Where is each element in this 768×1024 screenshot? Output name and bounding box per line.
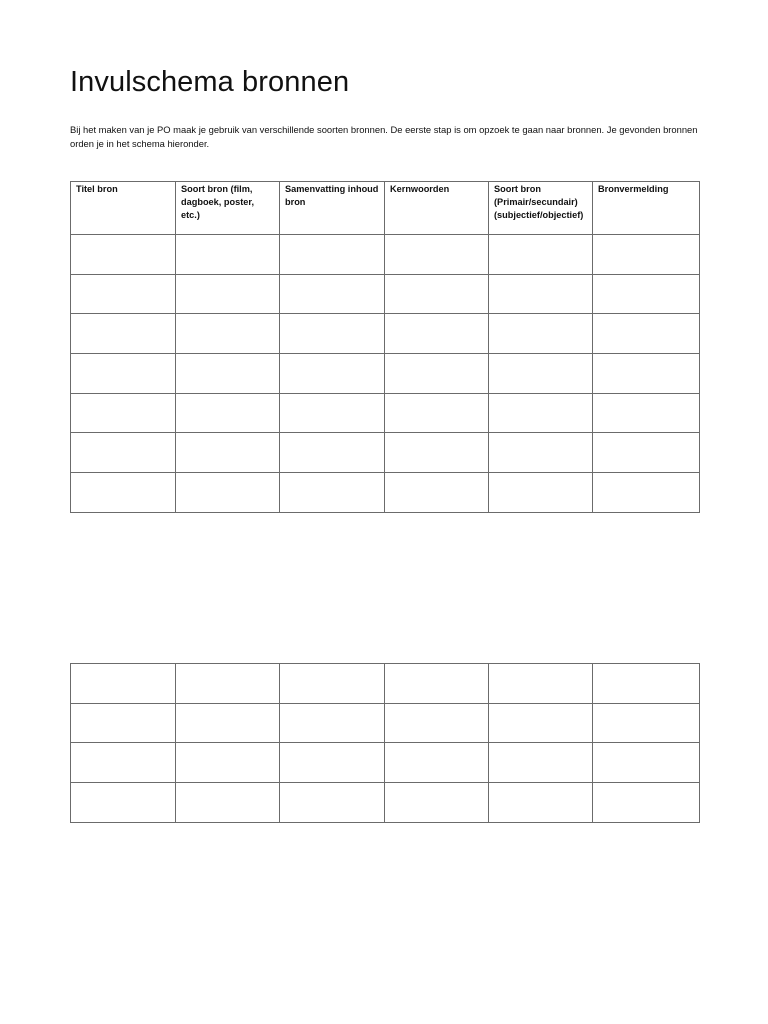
table-cell[interactable] — [385, 664, 489, 704]
table-cell[interactable] — [71, 743, 176, 783]
table-cell[interactable] — [176, 354, 280, 394]
table-row — [71, 743, 700, 783]
table-cell[interactable] — [489, 743, 593, 783]
table-row — [71, 314, 700, 354]
table-cell[interactable] — [176, 473, 280, 513]
table-cell[interactable] — [385, 274, 489, 314]
table-cell[interactable] — [280, 433, 385, 473]
table-cell[interactable] — [489, 274, 593, 314]
table-cell[interactable] — [385, 473, 489, 513]
table-cell[interactable] — [71, 314, 176, 354]
column-header-bronvermelding: Bronvermelding — [593, 182, 700, 235]
table-cell[interactable] — [280, 354, 385, 394]
table-cell[interactable] — [385, 703, 489, 743]
page-title: Invulschema bronnen — [70, 66, 350, 98]
table-cell[interactable] — [593, 703, 700, 743]
column-header-kernwoorden: Kernwoorden — [385, 182, 489, 235]
table-cell[interactable] — [280, 314, 385, 354]
table-cell[interactable] — [593, 743, 700, 783]
table-cell[interactable] — [176, 314, 280, 354]
table-cell[interactable] — [489, 433, 593, 473]
table-cell[interactable] — [593, 473, 700, 513]
table-cell[interactable] — [489, 235, 593, 275]
table-row — [71, 664, 700, 704]
table-row — [71, 473, 700, 513]
table-row — [71, 235, 700, 275]
table-cell[interactable] — [489, 703, 593, 743]
column-header-samenvatting: Samenvatting inhoud bron — [280, 182, 385, 235]
table-cell[interactable] — [593, 235, 700, 275]
column-header-titel-bron: Titel bron — [71, 182, 176, 235]
table-cell[interactable] — [280, 274, 385, 314]
table-cell[interactable] — [176, 393, 280, 433]
column-header-soort-bron-type: Soort bron (Primair/secundair) (subjectief/objectief) — [489, 182, 593, 235]
table-cell[interactable] — [280, 783, 385, 823]
table-cell[interactable] — [593, 354, 700, 394]
table-cell[interactable] — [489, 783, 593, 823]
table-cell[interactable] — [71, 274, 176, 314]
table-cell[interactable] — [593, 314, 700, 354]
table-row — [71, 703, 700, 743]
table-row — [71, 783, 700, 823]
table-cell[interactable] — [71, 703, 176, 743]
column-header-soort-bron: Soort bron (film, dagboek, poster, etc.) — [176, 182, 280, 235]
table-cell[interactable] — [280, 393, 385, 433]
intro-paragraph: Bij het maken van je PO maak je gebruik van verschillende soorten bronnen. De eerste stap is om opzoek te gaan naar bronnen. Je gevonden bronnen orden je in het schema hieronder. — [70, 124, 698, 149]
table-cell[interactable] — [489, 393, 593, 433]
table-cell[interactable] — [71, 783, 176, 823]
table-cell[interactable] — [385, 393, 489, 433]
table-cell[interactable] — [593, 393, 700, 433]
table-cell[interactable] — [71, 235, 176, 275]
sources-table-continued — [70, 663, 700, 823]
table-cell[interactable] — [489, 473, 593, 513]
table-cell[interactable] — [489, 664, 593, 704]
table-cell[interactable] — [280, 743, 385, 783]
table-cell[interactable] — [176, 664, 280, 704]
table-row — [71, 274, 700, 314]
table-cell[interactable] — [280, 235, 385, 275]
table-cell[interactable] — [176, 274, 280, 314]
table-row — [71, 354, 700, 394]
table-cell[interactable] — [385, 743, 489, 783]
table-cell[interactable] — [71, 433, 176, 473]
table-cell[interactable] — [280, 473, 385, 513]
table-cell[interactable] — [489, 314, 593, 354]
table-cell[interactable] — [176, 433, 280, 473]
table-cell[interactable] — [176, 743, 280, 783]
table-cell[interactable] — [593, 433, 700, 473]
table-cell[interactable] — [71, 354, 176, 394]
table-cell[interactable] — [593, 783, 700, 823]
table-cell[interactable] — [71, 393, 176, 433]
table-cell[interactable] — [280, 703, 385, 743]
sources-table — [70, 181, 700, 513]
table-cell[interactable] — [593, 664, 700, 704]
table-cell[interactable] — [176, 235, 280, 275]
table-cell[interactable] — [385, 783, 489, 823]
table-cell[interactable] — [385, 314, 489, 354]
table-cell[interactable] — [176, 703, 280, 743]
table-cell[interactable] — [489, 354, 593, 394]
table-row — [71, 433, 700, 473]
table-cell[interactable] — [280, 664, 385, 704]
table-row — [71, 393, 700, 433]
table-cell[interactable] — [71, 473, 176, 513]
table-cell[interactable] — [385, 235, 489, 275]
table-header-row — [71, 182, 700, 235]
table-cell[interactable] — [385, 354, 489, 394]
table-cell[interactable] — [176, 783, 280, 823]
table-cell[interactable] — [71, 664, 176, 704]
table-cell[interactable] — [593, 274, 700, 314]
table-cell[interactable] — [385, 433, 489, 473]
